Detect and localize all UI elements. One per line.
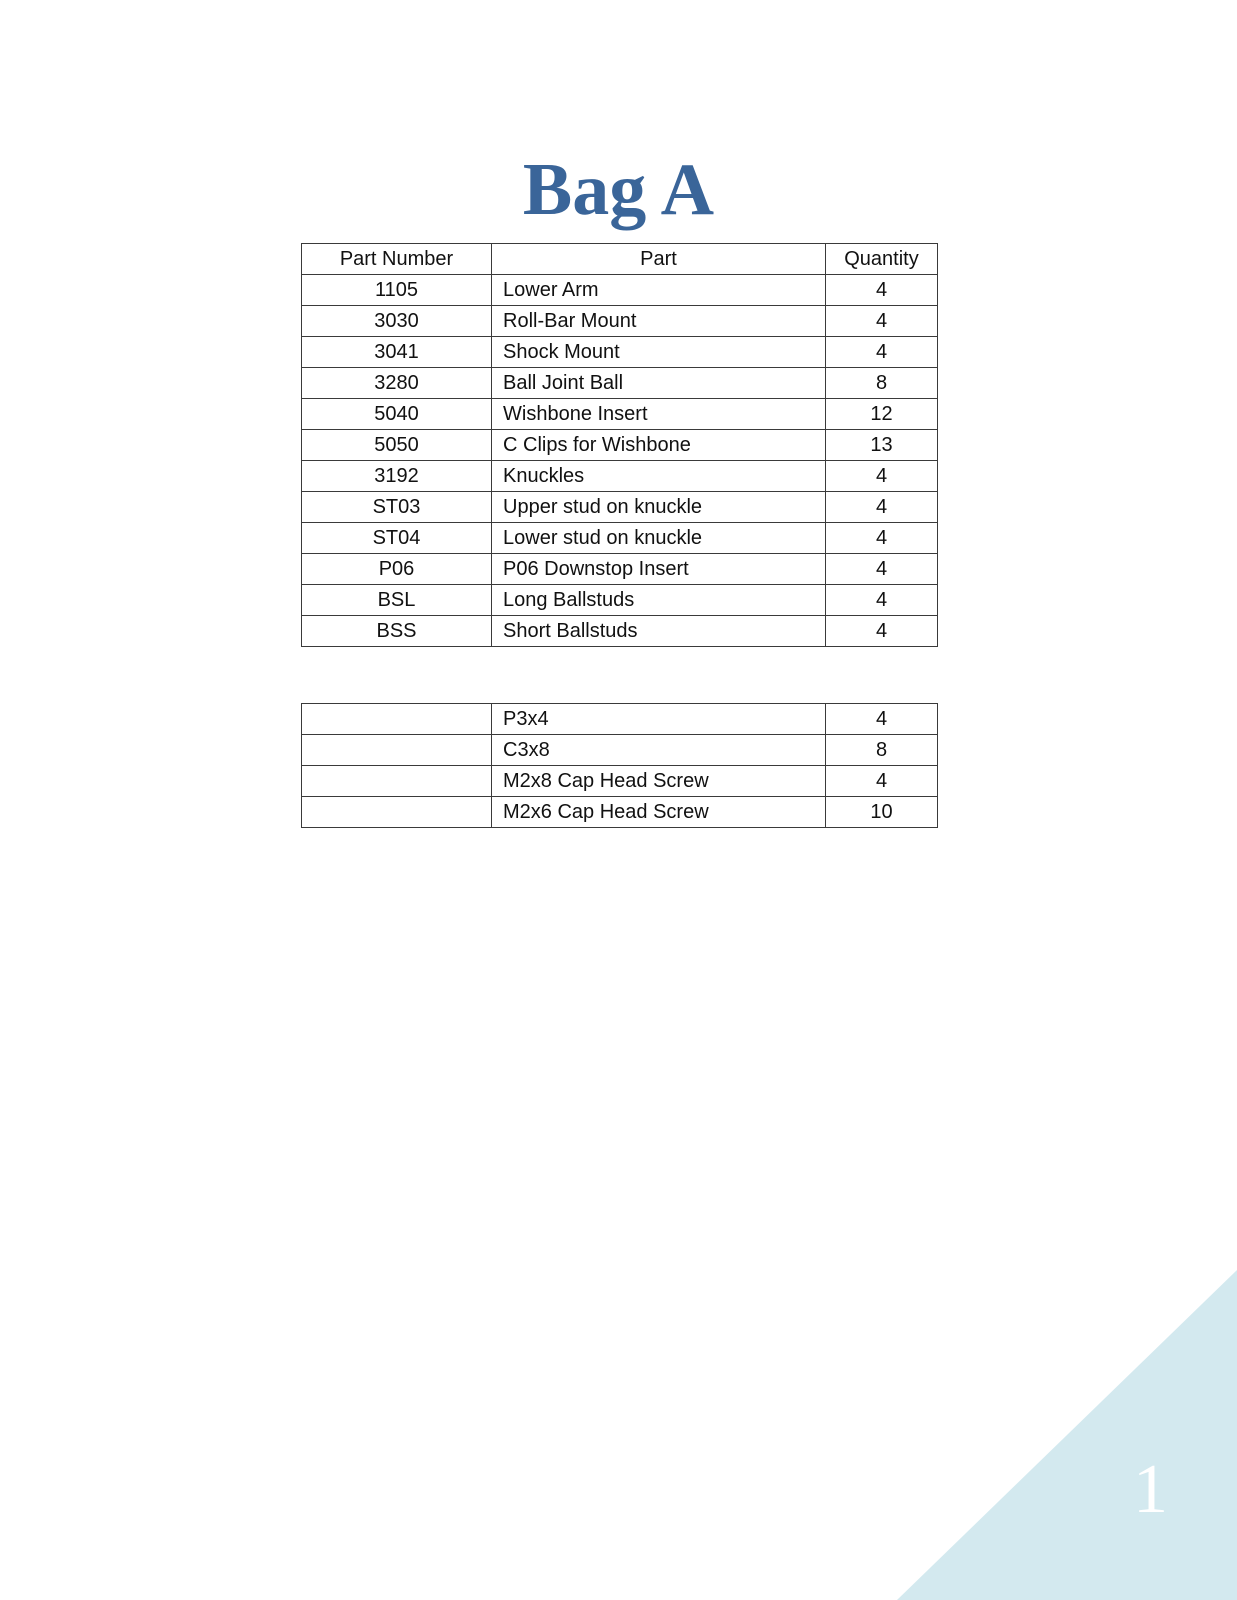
part-name-cell: P3x4: [492, 704, 826, 735]
table-row: [302, 368, 938, 399]
part-number-cell: 3041: [302, 337, 492, 368]
quantity-cell: 8: [826, 735, 938, 766]
quantity-cell: 8: [826, 368, 938, 399]
table-row: [302, 554, 938, 585]
quantity-cell: 4: [826, 337, 938, 368]
table-row: [302, 616, 938, 647]
part-number-cell: BSS: [302, 616, 492, 647]
table-row: [302, 704, 938, 735]
header-quantity: Quantity: [826, 244, 938, 275]
part-name-cell: Ball Joint Ball: [492, 368, 826, 399]
part-number-cell: 3030: [302, 306, 492, 337]
part-number-cell: BSL: [302, 585, 492, 616]
parts-table: [301, 243, 938, 647]
part-number-cell: ST03: [302, 492, 492, 523]
part-name-cell: Roll-Bar Mount: [492, 306, 826, 337]
part-name-cell: Lower Arm: [492, 275, 826, 306]
part-name-cell: Short Ballstuds: [492, 616, 826, 647]
part-name-cell: Wishbone Insert: [492, 399, 826, 430]
table-row: [302, 461, 938, 492]
table-row: [302, 275, 938, 306]
page-title: Bag A: [522, 149, 715, 231]
part-number-cell: ST04: [302, 523, 492, 554]
quantity-cell: 4: [826, 492, 938, 523]
part-name-cell: M2x8 Cap Head Screw: [492, 766, 826, 797]
part-number-cell: 5040: [302, 399, 492, 430]
part-number-cell: 5050: [302, 430, 492, 461]
quantity-cell: 4: [826, 306, 938, 337]
table-row: [302, 585, 938, 616]
table-row: [302, 399, 938, 430]
table-row: [302, 735, 938, 766]
part-number-cell: 3280: [302, 368, 492, 399]
part-name-cell: Shock Mount: [492, 337, 826, 368]
part-name-cell: Knuckles: [492, 461, 826, 492]
part-number-cell: [302, 704, 492, 735]
part-name-cell: Long Ballstuds: [492, 585, 826, 616]
part-name-cell: Upper stud on knuckle: [492, 492, 826, 523]
quantity-cell: 4: [826, 554, 938, 585]
quantity-cell: 4: [826, 704, 938, 735]
table-row: [302, 523, 938, 554]
quantity-cell: 12: [826, 399, 938, 430]
table-row: [302, 337, 938, 368]
part-name-cell: Lower stud on knuckle: [492, 523, 826, 554]
table-row: [302, 430, 938, 461]
table-header-row: [302, 244, 938, 275]
page-number: 1: [1133, 1451, 1168, 1528]
quantity-cell: 10: [826, 797, 938, 828]
part-name-cell: C3x8: [492, 735, 826, 766]
part-number-cell: P06: [302, 554, 492, 585]
quantity-cell: 4: [826, 461, 938, 492]
part-number-cell: 3192: [302, 461, 492, 492]
part-number-cell: 1105: [302, 275, 492, 306]
corner-triangle-shape: [897, 1270, 1237, 1600]
part-number-cell: [302, 797, 492, 828]
quantity-cell: 13: [826, 430, 938, 461]
quantity-cell: 4: [826, 523, 938, 554]
part-name-cell: M2x6 Cap Head Screw: [492, 797, 826, 828]
table-row: [302, 492, 938, 523]
hardware-table: [301, 703, 938, 828]
quantity-cell: 4: [826, 585, 938, 616]
table-row: [302, 797, 938, 828]
corner-triangle-decoration: [897, 1270, 1237, 1600]
part-number-cell: [302, 766, 492, 797]
quantity-cell: 4: [826, 766, 938, 797]
quantity-cell: 4: [826, 616, 938, 647]
part-name-cell: P06 Downstop Insert: [492, 554, 826, 585]
header-part: Part: [492, 244, 826, 275]
table-row: [302, 766, 938, 797]
part-name-cell: C Clips for Wishbone: [492, 430, 826, 461]
part-number-cell: [302, 735, 492, 766]
table-row: [302, 306, 938, 337]
header-part-number: Part Number: [302, 244, 492, 275]
quantity-cell: 4: [826, 275, 938, 306]
